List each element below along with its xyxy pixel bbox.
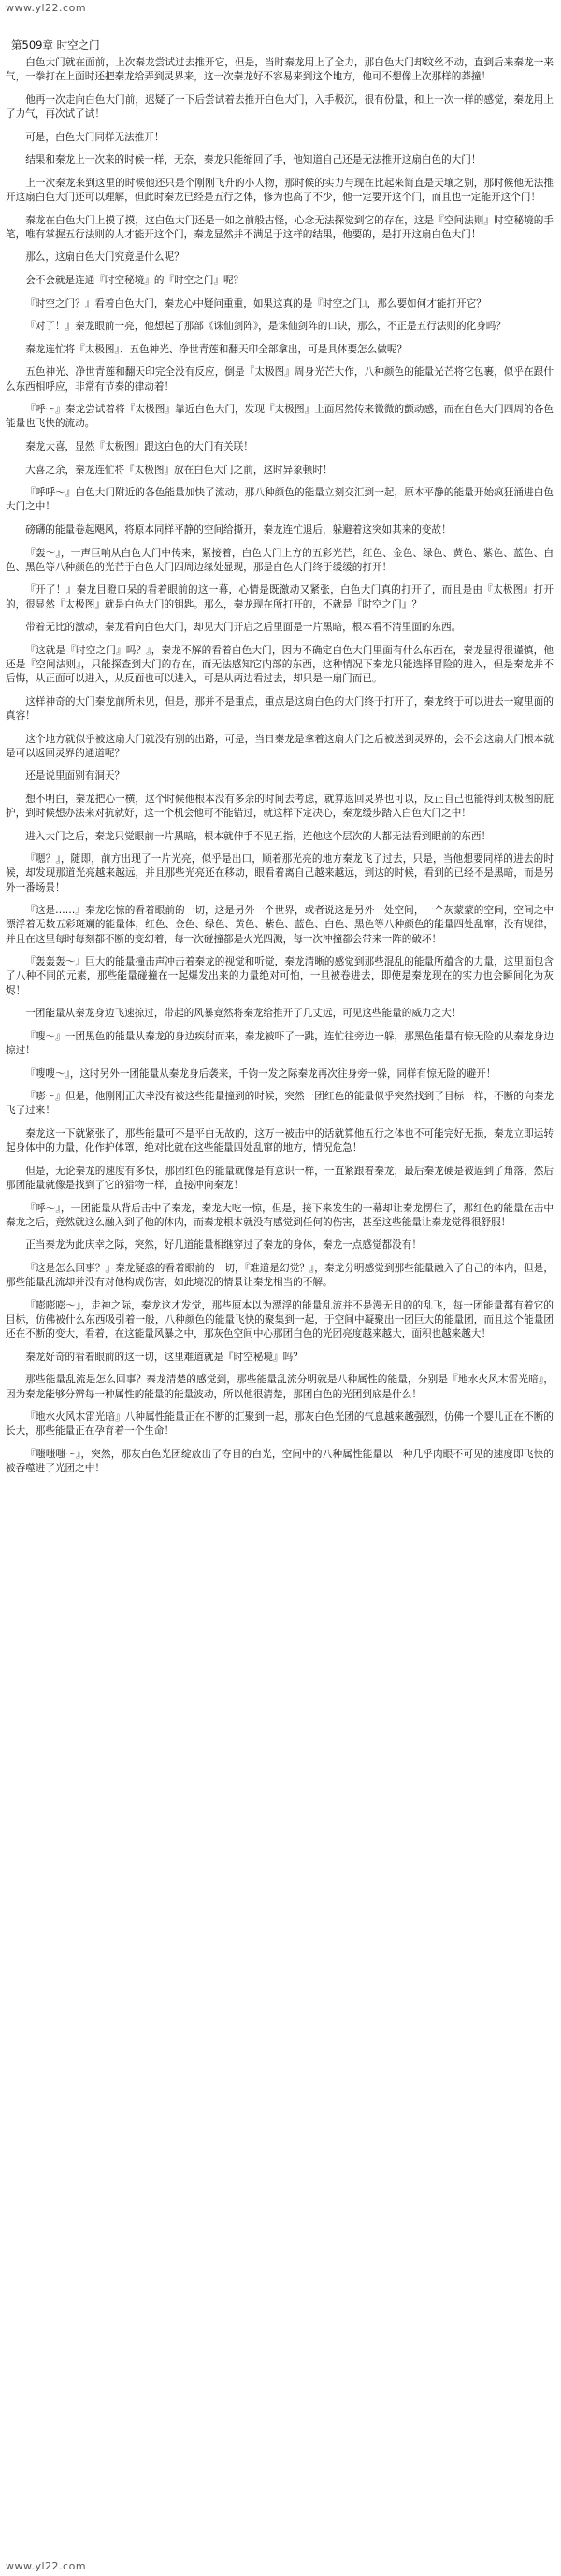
paragraph: 『对了！』秦龙眼前一亮，他想起了那部《诛仙剑阵》，是诛仙剑阵的口诀，那么，不正是五行法则的化身吗？ (25, 321, 506, 333)
paragraph: 想不明白，秦龙把心一横，这个时候他根本没有多余的时间去考虑，就算返回灵界也可以，反正自己也能得到太极图的庇护，到时候想办法来对抗就好，这一个机会他可不能错过，就这样下定决心，秦龙缓步踏入白色大门之中！ (6, 793, 554, 820)
paragraph: 上一次秦龙来到这里的时候他还只是个刚刚飞升的小人物，那时候的实力与现在比起来简直是天壤之别，那时候他无法推开这扇白色大门还可以理解，但此时秦龙已经是五行之体，修为也高了不少，他一定要开这个门，而且也一定能开这个门！ (6, 177, 554, 203)
paragraph: 『嘭～』但是，他刚刚正庆幸没有被这些能量撞到的时候，突然一团红色的能量似乎突然找到了目标一样，不断的向秦龙飞了过来！ (6, 1091, 554, 1117)
paragraph: 五色神光、净世青莲和翻天印完全没有反应，倒是『太极图』周身光芒大作，八种颜色的能量光芒将它包裹，似乎在跟什么东西相呼应，非常有节奏的律动着！ (6, 366, 554, 393)
chapter-title: 第509章 时空之门 (11, 38, 100, 51)
paragraph: 磅礴的能量卷起飓风，将原本同样平静的空间给撕开，秦龙连忙退后，躲避着这突如其来的变故！ (25, 523, 452, 536)
paragraph: 『这就是『时空之门』吗？』，秦龙不解的看着白色大门，因为不确定白色大门里面有什么东西在，秦龙显得很谨慎，他还是『空间法则』，只能探查到大门的存在，而无法感知它内部的东西，这种情况下秦龙只能选择冒险的进入，但是秦龙并不后悔，从正面可以进入，从反面也可以进入，可是从两边看过去，却只是一扇门而已。 (6, 644, 554, 685)
paragraph: 结果和秦龙上一次来的时候一样，无奈，秦龙只能缩回了手，他知道自己还是无法推开这扇白色的大门！ (25, 154, 482, 166)
paragraph: 一团能量从秦龙身边飞速掠过，带起的风暴竟然将秦龙给推开了几丈远，可见这些能量的威力之大！ (25, 1008, 462, 1020)
watermark-bottom: www.yl22.com (6, 2560, 87, 2572)
paragraph: 正当秦龙为此庆幸之际，突然，好几道能量相继穿过了秦龙的身体，秦龙一点感觉都没有！ (25, 1239, 422, 1252)
paragraph: 『地水火风木雷光暗』八种属性能量正在不断的汇聚到一起，那灰白色光团的气息越来越强烈，仿佛一个婴儿正在不断的长大，那些能量正在孕育着一个生命！ (6, 1411, 554, 1438)
paragraph: 还是说里面别有洞天？ (25, 770, 125, 782)
paragraph: 『轰轰轰～』巨大的能量撞击声冲击着秦龙的视觉和听觉，秦龙清晰的感觉到那些混乱的能量所蕴含的力量，这里面包含了八种不同的元素，那些能量碰撞在一起爆发出来的力量绝对可怕，一旦被卷进去，即使是秦龙现在的实力也会瞬间化为灰烬！ (6, 956, 554, 996)
paragraph: 带着无比的激动，秦龙看向白色大门，却见大门开启之后里面是一片黑暗，根本看不清里面的东西。 (25, 622, 462, 634)
paragraph: 这样神奇的大门秦龙前所未见，但是，那并不是重点，重点是这扇白色的大门终于打开了，秦龙终于可以进去一窥里面的真容！ (6, 695, 554, 722)
chapter-body (6, 56, 554, 1476)
paragraph: 会不会就是连通『时空秘境』的『时空之门』呢？ (25, 274, 244, 286)
watermark-top: www.yl22.com (6, 2, 87, 14)
paragraph: 『时空之门？』看着白色大门，秦龙心中疑问重重，如果这真的是『时空之门』，那么要如何才能打开它？ (25, 297, 486, 309)
paragraph: 秦龙这一下就紧张了，那些能量可不是平白无故的，这万一被击中的话就算他五行之体也不可能完好无损，秦龙立即运转起身体中的力量，化作护体罩，绝对比就在这些能量四处乱窜的地方，情况危急！ (6, 1128, 554, 1154)
paragraph: 『嗤嗤嗤～』，突然，那灰白色光团绽放出了夺目的白光，空间中的八种属性能量以一种几乎肉眼不可见的速度即飞快的被吞噬进了光团之中！ (6, 1449, 554, 1475)
paragraph: 『呼呼～』白色大门附近的各色能量加快了流动，那八种颜色的能量立刻交汇到一起，原本平静的能量开始疯狂涌进白色大门之中！ (6, 487, 554, 513)
paragraph: 这个地方就似乎被这扇大门就没有别的出路，可是，当日秦龙是拿着这扇大门之后被送到灵界的，会不会这扇大门根本就是可以返回灵界的通道呢？ (6, 733, 554, 759)
paragraph: 『这是……』秦龙吃惊的看着眼前的一切，这是另外一个世界，或者说这是另外一处空间，一个灰蒙蒙的空间，空间之中漂浮着无数五彩斑斓的能量体，红色、金色、绿色、黄色、紫色、蓝色、白色、黑色等八种颜色的能量四处乱窜，没有规律，并且在这里每时每刻都不断的变幻着，每一次碰撞都是火光四溅，每一次冲撞都会带来一阵的破坏！ (6, 905, 554, 945)
paragraph: 白色大门就在面前，上次秦龙尝试过去推开它，但是，当时秦龙用上了全力，那白色大门却纹丝不动，直到后来秦龙一来气，一拳打在上面时还把秦龙给弄到灵界来，这一次秦龙好不容易来到这个地方，他可不想像上次那样的莽撞！ (6, 57, 554, 83)
paragraph: 『嗖～』一团黑色的能量从秦龙的身边疾射而来，秦龙被吓了一跳，连忙往旁边一躲，那黑色能量有惊无险的从秦龙身边掠过！ (6, 1030, 554, 1057)
paragraph: 秦龙好奇的看着眼前的这一切，这里难道就是『时空秘境』吗？ (25, 1351, 303, 1363)
paragraph: 他再一次走向白色大门前，迟疑了一下后尝试着去推开白色大门，入手极沉，很有份量，和上一次一样的感觉，秦龙用上了力气，再次试了试！ (6, 93, 554, 120)
paragraph: 秦龙在白色大门上摸了摸，这白色大门还是一如之前般古怪，心念无法探觉到它的存在，这是『空间法则』时空秘境的手笔，唯有掌握五行法则的人才能开这个门，秦龙显然并不满足于这样的结果，他要的，是打开这扇白色大门！ (6, 214, 554, 240)
paragraph: 秦龙连忙将『太极图』、五色神光、净世青莲和翻天印全部拿出，可是具体要怎么做呢？ (25, 343, 408, 355)
paragraph: 『开了！』秦龙目瞪口呆的看着眼前的这一幕，心情是既激动又紧张，白色大门真的打开了，而且是由『太极图』打开的，很显然『太极图』就是白色大门的钥匙。那么，秦龙现在所打开的，不就是『时空之门』？ (6, 584, 554, 610)
paragraph: 可是，白色大门同样无法推开！ (25, 131, 165, 143)
paragraph: 『这是怎么回事？』秦龙疑惑的看着眼前的一切，『难道是幻觉？』，秦龙分明感觉到那些能量融入了自己的体内，但是，那些能量乱流却并没有对他构成伤害，如此境况的情景让秦龙相当的不解。 (6, 1263, 554, 1289)
paragraph: 『呼～』，一团能量从背后击中了秦龙，秦龙大吃一惊，但是，接下来发生的一幕却让秦龙愣住了，那红色的能量在击中秦龙之后，竟然就这么融入到了他的体内，而秦龙根本就没有感觉到任何的伤害，甚至这些能量让秦龙觉得很舒服！ (6, 1202, 554, 1228)
paragraph: 『嗯？』，随即，前方出现了一片光亮，似乎是出口，顺着那光亮的地方秦龙飞了过去，只是，当他想要同样的进去的时候，却发现那道光亮越来越远，并且那些光亮还在移动，眼看着离自己越来越远，到达的时候，看到的已经不是黑暗，而是另外一番场景！ (6, 853, 554, 894)
paragraph: 大喜之余，秦龙连忙将『太极图』放在白色大门之前，这时异象顿时！ (25, 464, 333, 476)
paragraph: 进入大门之后，秦龙只觉眼前一片黑暗，根本就伸手不见五指，连他这个层次的人都无法看到眼前的东西！ (25, 830, 492, 842)
document-page (6, 37, 554, 2557)
paragraph: 那些能量乱流是怎么回事？秦龙清楚的感觉到，那些能量乱流分明就是八种属性的能量，分别是『地水火风木雷光暗』，因为秦龙能够分辨每一种属性的能量的能量波动，所以他很清楚，那团白色的光团到底是什么！ (6, 1374, 554, 1400)
paragraph: 那么，这扇白色大门究竟是什么呢？ (25, 251, 184, 264)
paragraph: 『呼～』秦龙尝试着将『太极图』靠近白色大门，发现『太极图』上面居然传来微微的颤动感，而在白色大门四周的各色能量也飞快的流动。 (6, 404, 554, 430)
paragraph: 『嗖嗖～』，这时另外一团能量从秦龙身后袭来，千钧一发之际秦龙再次往身旁一躲，同样有惊无险的避开！ (25, 1067, 496, 1080)
paragraph: 『嘭嘭嘭～』，走神之际，秦龙这才发觉，那些原本以为漂浮的能量乱流并不是漫无目的的乱飞，每一团能量都有着它的目标，仿佛被什么东西吸引着一般，八种颜色的能量飞快的聚集到一起，于空间中凝聚出一团巨大的能量团，而且这个能量团还在不断的变大，看着，在这能量风暴之中，那灰色空间中心那团白色的光团亮度越来越大，面积也越来越大！ (6, 1299, 554, 1340)
paragraph: 但是，无论秦龙的速度有多快，那团红色的能量就像是有意识一样，一直紧跟着秦龙，最后秦龙硬是被逼到了角落，然后那团能量就像是找到了它的猎物一样，直接冲向秦龙！ (6, 1165, 554, 1192)
paragraph: 『轰～』，一声巨响从白色大门中传来，紧接着，白色大门上方的五彩光芒，红色、金色、绿色、黄色、紫色、蓝色、白色、黑色等八种颜色的光芒于白色大门四周边缘处显现，那是白色大门终于缓缓的打开！ (6, 547, 554, 573)
paragraph: 秦龙大喜，显然『太极图』跟这白色的大门有关联！ (25, 440, 253, 452)
